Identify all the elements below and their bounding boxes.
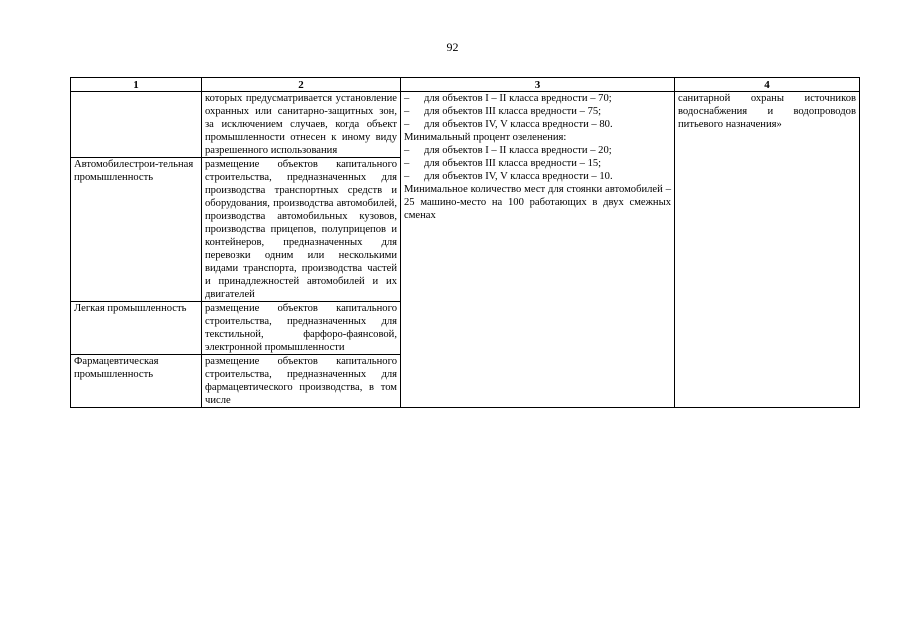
dash-marker: –	[404, 106, 410, 117]
list-item-text: для объектов I – II класса вредности – 20;	[424, 145, 612, 156]
dash-marker: –	[404, 93, 410, 104]
row-description-cell: размещение объектов капитального строительства, предназначенных для фармацевтического производства, в том числе	[202, 355, 401, 408]
list-item	[404, 118, 671, 131]
list-item	[404, 144, 671, 157]
list-item	[404, 105, 671, 118]
regulation-table	[70, 77, 860, 408]
column-header-2: 2	[202, 78, 401, 92]
row-description-cell: размещение объектов капитального строительства, предназначенных для производства транспортных средств и оборудования, производства автомобилей, производства автомобильных кузовов, производства прицепов, полуприцепов и контейнеров, предназначенных для перевозки одним или несколькими видами транспорта, производства частей и принадлежностей автомобилей и их двигателей	[202, 158, 401, 302]
list-item-text: для объектов IV, V класса вредности – 10.	[424, 171, 613, 182]
dash-marker: –	[404, 158, 410, 169]
page-number: 92	[446, 40, 459, 54]
list-item-text: для объектов IV, V класса вредности – 80.	[424, 119, 613, 130]
dash-marker: –	[404, 171, 410, 182]
notes-cell: санитарной охраны источников водоснабжения и водопроводов питьевого назначения»	[675, 92, 860, 408]
column-header-4: 4	[675, 78, 860, 92]
row-name-cell: Фармацевтическая промышленность	[71, 355, 202, 408]
parking-requirement: Минимальное количество мест для стоянки автомобилей – 25 машино-место на 100 работающих в двух смежных сменах	[404, 184, 671, 221]
table-header-row	[71, 78, 860, 92]
row-description-cell: которых предусматривается установление охранных или санитарно-защитных зон, за исключением случаев, когда объект промышленности отнесен к иному виду разрешенного использования	[202, 92, 401, 158]
greening-title: Минимальный процент озеленения:	[404, 132, 567, 143]
list-item	[404, 170, 671, 183]
row-name-cell	[71, 92, 202, 158]
list-item-text: для объектов III класса вредности – 15;	[424, 158, 602, 169]
column-header-3: 3	[401, 78, 675, 92]
list-item	[404, 157, 671, 170]
row-name-cell: Легкая промышленность	[71, 302, 202, 355]
dash-marker: –	[404, 145, 410, 156]
list-item-text: для объектов III класса вредности – 75;	[424, 106, 602, 117]
column-header-1: 1	[71, 78, 202, 92]
requirements-cell	[401, 92, 675, 408]
row-description-cell: размещение объектов капитального строительства, предназначенных для текстильной, фарфоро-фаянсовой, электронной промышленности	[202, 302, 401, 355]
list-item	[404, 92, 671, 105]
dash-marker: –	[404, 119, 410, 130]
table-row	[71, 92, 860, 158]
list-item-text: для объектов I – II класса вредности – 70;	[424, 93, 612, 104]
row-name-cell: Автомобилестрои-тельная промышленность	[71, 158, 202, 302]
